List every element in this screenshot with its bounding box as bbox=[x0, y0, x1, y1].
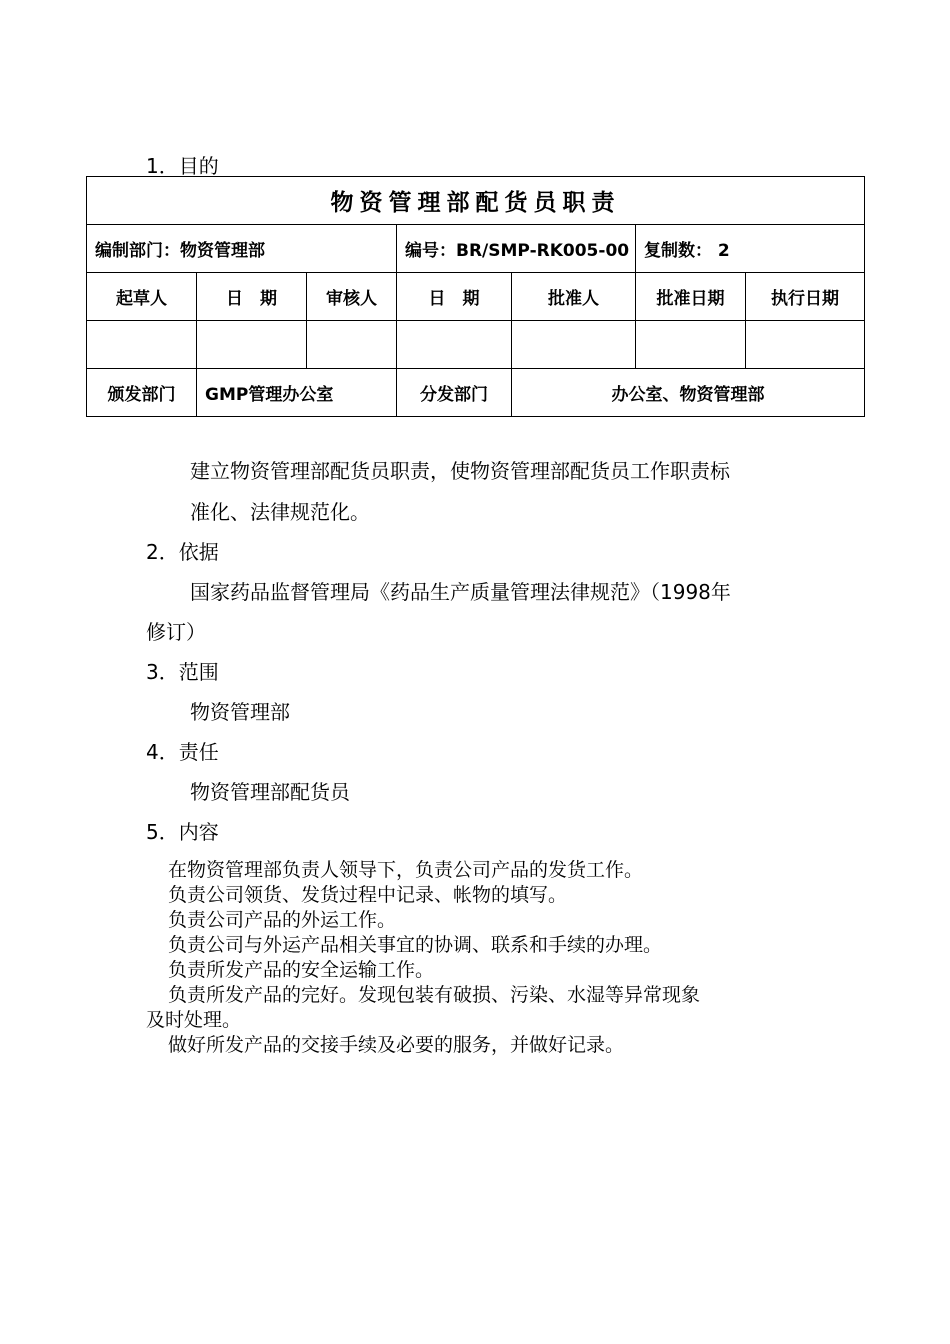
section-1-heading: 1．目的 bbox=[146, 154, 219, 178]
empty-cell bbox=[397, 321, 512, 369]
content-line-2: 负责公司领货、发货过程中记录、帐物的填写。 bbox=[168, 884, 568, 906]
header-reviewer: 审核人 bbox=[307, 273, 397, 321]
header-approval-date: 批准日期 bbox=[636, 273, 746, 321]
empty-cell bbox=[636, 321, 746, 369]
content-line-1: 在物资管理部负责人领导下，负责公司产品的发货工作。 bbox=[168, 859, 644, 881]
section-3-heading: 3．范围 bbox=[146, 660, 219, 684]
distribution-department-value: 办公室、物资管理部 bbox=[512, 369, 865, 417]
section-5-heading: 5．内容 bbox=[146, 820, 219, 844]
content-line-4: 负责公司与外运产品相关事宜的协调、联系和手续的办理。 bbox=[168, 934, 663, 956]
empty-cell bbox=[197, 321, 307, 369]
document-number: 编号：BR/SMP-RK005-00 bbox=[397, 225, 636, 273]
content-line-7: 及时处理。 bbox=[146, 1009, 242, 1031]
issue-department-label: 颁发部门 bbox=[87, 369, 197, 417]
section-2-text-line-2: 修订） bbox=[146, 620, 206, 644]
content-line-3: 负责公司产品的外运工作。 bbox=[168, 909, 397, 931]
table-title: 物资管理部配货员职责 bbox=[87, 177, 865, 225]
content-line-8: 做好所发产品的交接手续及必要的服务，并做好记录。 bbox=[168, 1034, 625, 1056]
section-4-text: 物资管理部配货员 bbox=[190, 780, 350, 804]
section-4-heading: 4．责任 bbox=[146, 740, 219, 764]
header-approver: 批准人 bbox=[512, 273, 636, 321]
document-control-table bbox=[86, 176, 865, 417]
header-date-2: 日 期 bbox=[397, 273, 512, 321]
content-line-6: 负责所发产品的完好。发现包装有破损、污染、水湿等异常现象 bbox=[168, 984, 701, 1006]
section-2-text-line-1: 国家药品监督管理局《药品生产质量管理法律规范》（1998年 bbox=[190, 580, 731, 604]
section-3-text: 物资管理部 bbox=[190, 700, 290, 724]
empty-cell bbox=[307, 321, 397, 369]
section-2-heading: 2．依据 bbox=[146, 540, 219, 564]
section-1-text-line-1: 建立物资管理部配货员职责，使物资管理部配货员工作职责标 bbox=[190, 459, 730, 483]
empty-cell bbox=[746, 321, 865, 369]
header-effective-date: 执行日期 bbox=[746, 273, 865, 321]
issue-department-value: GMP管理办公室 bbox=[197, 369, 397, 417]
header-drafter: 起草人 bbox=[87, 273, 197, 321]
compile-department: 编制部门：物资管理部 bbox=[87, 225, 397, 273]
distribution-department-label: 分发部门 bbox=[397, 369, 512, 417]
empty-cell bbox=[87, 321, 197, 369]
copy-count: 复制数： 2 bbox=[636, 225, 865, 273]
empty-cell bbox=[512, 321, 636, 369]
content-line-5: 负责所发产品的安全运输工作。 bbox=[168, 959, 435, 981]
section-1-text-line-2: 准化、法律规范化。 bbox=[190, 500, 370, 524]
header-date-1: 日 期 bbox=[197, 273, 307, 321]
